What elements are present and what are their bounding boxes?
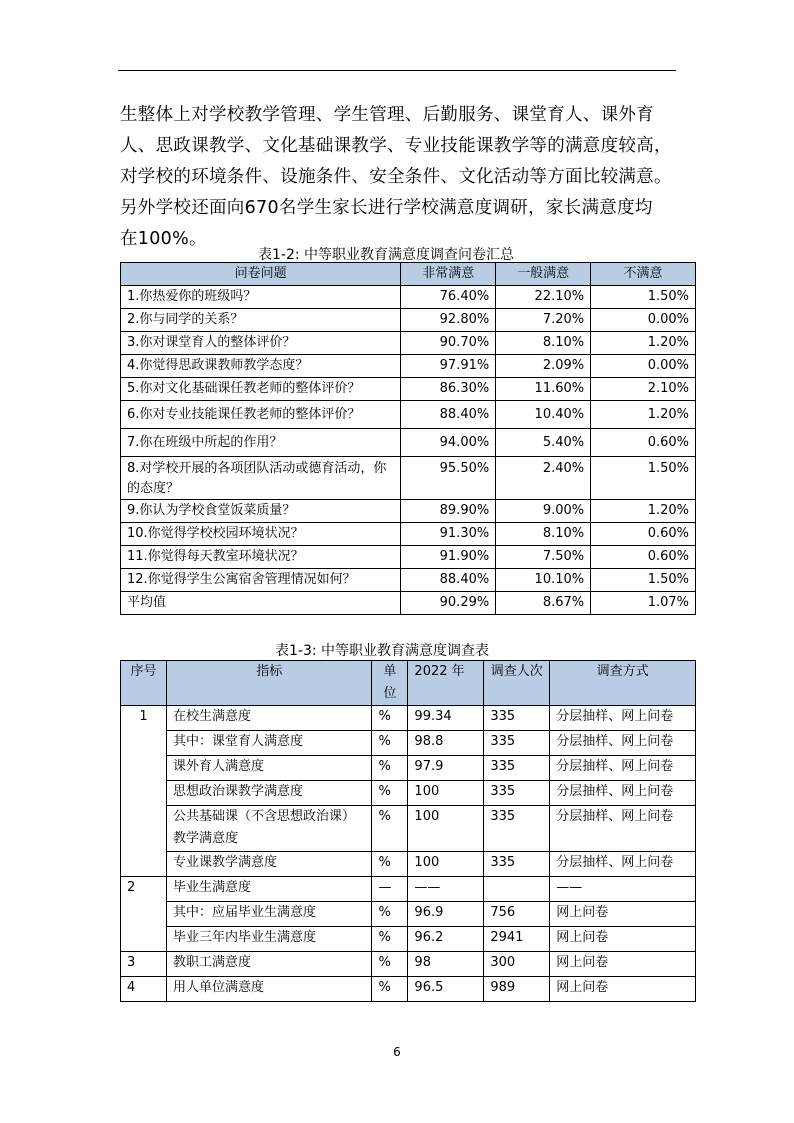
percentage-cell: 2.40%: [496, 457, 591, 500]
table2-header-cell: 序号: [121, 661, 167, 706]
table1-row: [121, 332, 696, 355]
table2-cell: 教职工满意度: [166, 952, 372, 977]
percentage-cell: 5.40%: [496, 429, 591, 457]
table2-cell: %: [372, 952, 408, 977]
table2-cell: 分层抽样、网上问卷: [550, 756, 696, 781]
table1-row: [121, 457, 696, 500]
table2-cell: 98.8: [408, 731, 484, 756]
table2-cell: 300: [484, 952, 550, 977]
table1-row: [121, 500, 696, 523]
paragraph-line: 对学校的环境条件、设施条件、安全条件、文化活动等方面比较满意。: [120, 167, 672, 187]
serial-number-cell: 4: [121, 977, 167, 1002]
table1-header-cell: 非常满意: [401, 263, 496, 286]
satisfaction-index-table: [120, 660, 696, 1002]
question-cell: 7.你在班级中所起的作用？: [121, 429, 401, 457]
table2-cell: 99.34: [408, 706, 484, 731]
table2-cell: 分层抽样、网上问卷: [550, 781, 696, 806]
question-cell: 5.你对文化基础课任教老师的整体评价？: [121, 378, 401, 401]
table2-cell: 335: [484, 781, 550, 806]
percentage-cell: 0.00%: [591, 355, 696, 378]
percentage-cell: 88.40%: [401, 401, 496, 429]
percentage-cell: 1.50%: [591, 457, 696, 500]
table2-cell: 思想政治课教学满意度: [166, 781, 372, 806]
table2-cell: %: [372, 781, 408, 806]
question-cell: 1.你热爱你的班级吗？: [121, 286, 401, 309]
percentage-cell: 0.60%: [591, 429, 696, 457]
percentage-cell: 1.20%: [591, 332, 696, 355]
table2-cell: 课外育人满意度: [166, 756, 372, 781]
percentage-cell: 1.50%: [591, 569, 696, 592]
paragraph-line: 人、思政课教学、文化基础课教学、专业技能课教学等的满意度较高，: [120, 136, 672, 156]
percentage-cell: 1.20%: [591, 500, 696, 523]
percentage-cell: 1.50%: [591, 286, 696, 309]
table2-cell: 分层抽样、网上问卷: [550, 852, 696, 877]
percentage-cell: 11.60%: [496, 378, 591, 401]
table2-cell: 96.5: [408, 977, 484, 1002]
table2-cell: 335: [484, 731, 550, 756]
table2-cell: ——: [550, 877, 696, 902]
table2-row: [121, 756, 696, 781]
table2-row: [121, 927, 696, 952]
table1-header-cell: 一般满意: [496, 263, 591, 286]
percentage-cell: 8.10%: [496, 332, 591, 355]
table2-row: [121, 902, 696, 927]
table1-header-cell: 不满意: [591, 263, 696, 286]
table2-cell: 100: [408, 781, 484, 806]
table2-cell: %: [372, 731, 408, 756]
table2-cell: 分层抽样、网上问卷: [550, 731, 696, 756]
table1-row: [121, 569, 696, 592]
percentage-cell: 91.30%: [401, 523, 496, 546]
body-paragraph: [120, 100, 682, 255]
table1-row: [121, 592, 696, 615]
table1-header-row: [121, 263, 696, 286]
table2-cell: %: [372, 852, 408, 877]
table2-cell: 分层抽样、网上问卷: [550, 806, 696, 852]
paragraph-line: 生整体上对学校教学管理、学生管理、后勤服务、课堂育人、课外育: [120, 105, 654, 125]
percentage-cell: 88.40%: [401, 569, 496, 592]
table2-header-row: [121, 661, 696, 706]
percentage-cell: 1.20%: [591, 401, 696, 429]
percentage-cell: 91.90%: [401, 546, 496, 569]
table2-cell: 网上问卷: [550, 952, 696, 977]
percentage-cell: 8.10%: [496, 523, 591, 546]
table2-header-cell: 调查方式: [550, 661, 696, 706]
table2-cell: 分层抽样、网上问卷: [550, 706, 696, 731]
table1-row: [121, 286, 696, 309]
percentage-cell: 95.50%: [401, 457, 496, 500]
table2-cell: %: [372, 806, 408, 852]
percentage-cell: 7.50%: [496, 546, 591, 569]
table2-cell: 100: [408, 852, 484, 877]
percentage-cell: 86.30%: [401, 378, 496, 401]
table2-cell: 网上问卷: [550, 977, 696, 1002]
table2-cell: 335: [484, 852, 550, 877]
percentage-cell: 0.60%: [591, 546, 696, 569]
table2-cell: 专业课教学满意度: [166, 852, 372, 877]
table2-header-cell: 单位: [372, 661, 408, 706]
percentage-cell: 90.70%: [401, 332, 496, 355]
table2-cell: 公共基础课（不含思想政治课）教学满意度: [166, 806, 372, 852]
table2-cell: 毕业三年内毕业生满意度: [166, 927, 372, 952]
table2-row: [121, 877, 696, 902]
header-rule: [118, 70, 676, 71]
serial-number-cell: 2: [121, 877, 167, 952]
paragraph-line: 在100%。: [120, 229, 207, 249]
table1-row: [121, 309, 696, 332]
table1-row: [121, 355, 696, 378]
percentage-cell: 97.91%: [401, 355, 496, 378]
table2-row: [121, 806, 696, 852]
percentage-cell: 76.40%: [401, 286, 496, 309]
table1-row: [121, 378, 696, 401]
table2-cell: 2941: [484, 927, 550, 952]
table2-cell: %: [372, 977, 408, 1002]
satisfaction-survey-summary-table: [120, 262, 696, 615]
question-cell: 平均值: [121, 592, 401, 615]
table2-cell: 335: [484, 806, 550, 852]
page-number: 6: [393, 1045, 401, 1059]
table2-cell: 98: [408, 952, 484, 977]
table2-row: [121, 977, 696, 1002]
question-cell: 3.你对课堂育人的整体评价？: [121, 332, 401, 355]
table2-cell: 989: [484, 977, 550, 1002]
table2-cell: 756: [484, 902, 550, 927]
table2-cell: 96.2: [408, 927, 484, 952]
percentage-cell: 94.00%: [401, 429, 496, 457]
table2-row: [121, 781, 696, 806]
percentage-cell: 7.20%: [496, 309, 591, 332]
percentage-cell: 9.00%: [496, 500, 591, 523]
serial-number-cell: 1: [121, 706, 167, 877]
percentage-cell: 10.40%: [496, 401, 591, 429]
percentage-cell: 2.09%: [496, 355, 591, 378]
question-cell: 9.你认为学校食堂饭菜质量？: [121, 500, 401, 523]
percentage-cell: 89.90%: [401, 500, 496, 523]
percentage-cell: 1.07%: [591, 592, 696, 615]
table2-cell: [484, 877, 550, 902]
table2-header-cell: 调查人次: [484, 661, 550, 706]
table2-cell: 网上问卷: [550, 927, 696, 952]
table1-header-cell: 问卷问题: [121, 263, 401, 286]
question-cell: 12.你觉得学生公寓宿舍管理情况如何？: [121, 569, 401, 592]
table2-row: [121, 706, 696, 731]
table2-row: [121, 952, 696, 977]
table2-row: [121, 731, 696, 756]
table2-cell: %: [372, 927, 408, 952]
table2-cell: ——: [408, 877, 484, 902]
table2-cell: 毕业生满意度: [166, 877, 372, 902]
table2-cell: 用人单位满意度: [166, 977, 372, 1002]
table2-cell: 其中：应届毕业生满意度: [166, 902, 372, 927]
table2-cell: 其中：课堂育人满意度: [166, 731, 372, 756]
table2-cell: 335: [484, 756, 550, 781]
table2-cell: 96.9: [408, 902, 484, 927]
table1-row: [121, 523, 696, 546]
table1-row: [121, 401, 696, 429]
paragraph-line: 另外学校还面向670名学生家长进行学校满意度调研，家长满意度均: [120, 198, 653, 218]
percentage-cell: 8.67%: [496, 592, 591, 615]
table2-cell: 97.9: [408, 756, 484, 781]
serial-number-cell: 3: [121, 952, 167, 977]
table1-row: [121, 429, 696, 457]
percentage-cell: 22.10%: [496, 286, 591, 309]
table1-caption: 表1-2: 中等职业教育满意度调查问卷汇总: [258, 247, 515, 263]
percentage-cell: 0.60%: [591, 523, 696, 546]
table2-cell: 100: [408, 806, 484, 852]
percentage-cell: 90.29%: [401, 592, 496, 615]
table1-row: [121, 546, 696, 569]
table2-header-cell: 指标: [166, 661, 372, 706]
percentage-cell: 2.10%: [591, 378, 696, 401]
table2-cell: —: [372, 877, 408, 902]
table2-row: [121, 852, 696, 877]
table2-cell: %: [372, 756, 408, 781]
percentage-cell: 92.80%: [401, 309, 496, 332]
question-cell: 6.你对专业技能课任教老师的整体评价？: [121, 401, 401, 429]
table2-cell: %: [372, 902, 408, 927]
question-cell: 4.你觉得思政课教师教学态度？: [121, 355, 401, 378]
table2-cell: 在校生满意度: [166, 706, 372, 731]
table2-cell: 335: [484, 706, 550, 731]
percentage-cell: 0.00%: [591, 309, 696, 332]
question-cell: 2.你与同学的关系？: [121, 309, 401, 332]
table2-caption: 表1-3: 中等职业教育满意度调查表: [275, 643, 490, 659]
table2-header-cell: 2022 年: [408, 661, 484, 706]
table2-cell: 网上问卷: [550, 902, 696, 927]
percentage-cell: 10.10%: [496, 569, 591, 592]
question-cell: 10.你觉得学校校园环境状况？: [121, 523, 401, 546]
question-cell: 8.对学校开展的各项团队活动或德育活动，你的态度？: [121, 457, 401, 500]
question-cell: 11.你觉得每天教室环境状况？: [121, 546, 401, 569]
table2-cell: %: [372, 706, 408, 731]
